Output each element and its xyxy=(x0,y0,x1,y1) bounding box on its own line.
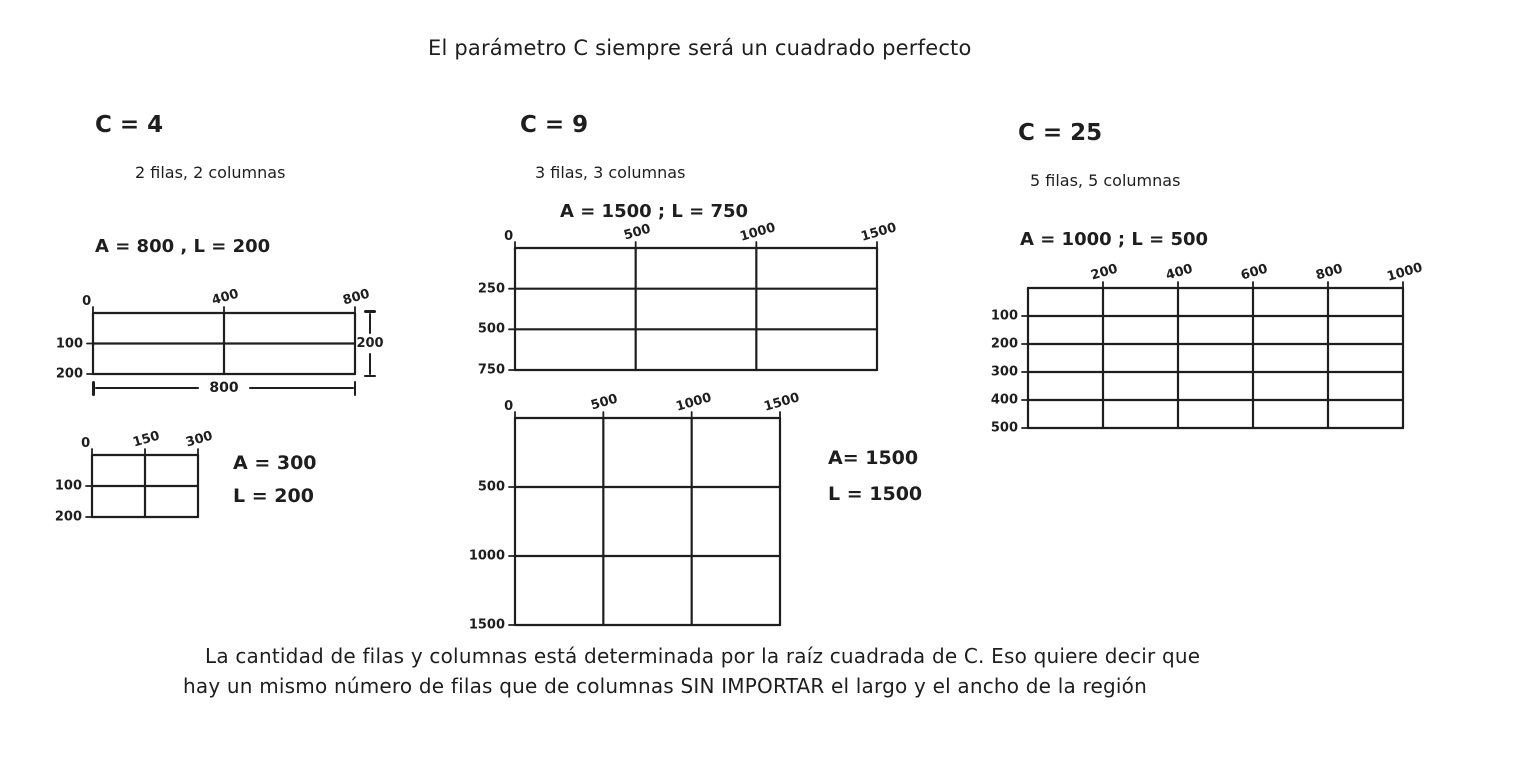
x-axis-tick-label: 0 xyxy=(81,436,91,451)
grid-lines xyxy=(93,313,355,374)
x-axis-tick-label: 300 xyxy=(184,428,215,451)
grid-lines xyxy=(92,455,198,517)
grid-lines xyxy=(515,248,877,370)
x-axis-tick-label: 400 xyxy=(1164,261,1195,284)
x-axis-tick-label: 400 xyxy=(210,286,241,309)
section-c25-label: C = 25 xyxy=(1018,120,1103,146)
x-axis-tick-label: 800 xyxy=(341,286,372,309)
section-c9-params: A = 1500 ; L = 750 xyxy=(560,201,749,222)
y-axis-tick-label: 400 xyxy=(990,392,1018,408)
section-c9-label: C = 9 xyxy=(520,112,589,138)
grid-c25 xyxy=(990,260,1425,436)
annotation-c4-bottom xyxy=(233,447,317,513)
y-axis-tick-label: 100 xyxy=(990,308,1018,324)
x-axis-tick-label: 500 xyxy=(589,391,620,414)
x-axis-tick-label: 0 xyxy=(504,399,514,414)
grid-c4-bottom xyxy=(54,428,215,525)
x-axis-tick-label: 150 xyxy=(131,428,162,451)
section-c4-label: C = 4 xyxy=(95,112,164,138)
annotation-c9-bottom xyxy=(828,440,922,512)
x-axis-tick-label: 0 xyxy=(504,229,514,244)
y-axis-tick-label: 200 xyxy=(55,366,83,382)
dimension-line-right xyxy=(249,387,354,390)
grid-c4-top xyxy=(55,286,372,382)
width-dimension-c4 xyxy=(92,380,356,396)
x-axis-tick-label: 200 xyxy=(1089,261,1120,284)
y-axis-tick-label: 200 xyxy=(990,336,1018,352)
y-axis-tick-label: 100 xyxy=(55,336,83,351)
y-axis-tick-label: 500 xyxy=(477,321,505,337)
section-c9-dims: 3 filas, 3 columnas xyxy=(535,163,686,182)
footer-line1: La cantidad de filas y columnas está determinada por la raíz cuadrada de C. Eso quiere decir que xyxy=(205,644,1201,668)
section-c25-dims: 5 filas, 5 columnas xyxy=(1030,171,1181,190)
x-axis-tick-label: 1000 xyxy=(674,390,713,415)
y-axis-tick-label: 1500 xyxy=(468,617,505,633)
dimension-cap-bottom xyxy=(364,375,376,378)
x-axis-tick-label: 1000 xyxy=(1385,260,1425,285)
x-axis-tick-label: 800 xyxy=(1314,261,1345,284)
y-axis-tick-label: 1000 xyxy=(468,548,505,564)
annotation-c4-line1: A = 300 xyxy=(233,452,317,474)
width-dimension-label: 800 xyxy=(209,380,239,396)
dimension-line-left xyxy=(95,387,200,390)
page-title: El parámetro C siempre será un cuadrado perfecto xyxy=(428,36,972,60)
grid-c9-bottom xyxy=(468,390,802,633)
x-axis-tick-label: 500 xyxy=(621,221,653,244)
grid-c9-top xyxy=(477,220,899,378)
annotation-c9-line2: L = 1500 xyxy=(828,483,923,505)
x-axis-tick-label: 1500 xyxy=(762,390,802,415)
x-axis-tick-label: 600 xyxy=(1239,261,1270,284)
y-axis-tick-label: 500 xyxy=(477,479,505,495)
height-dimension-label: 200 xyxy=(356,336,384,351)
x-axis-tick-label: 1000 xyxy=(738,220,778,245)
section-c25-params: A = 1000 ; L = 500 xyxy=(1020,229,1209,250)
annotation-c4-line2: L = 200 xyxy=(233,485,314,507)
grid-lines xyxy=(1028,288,1403,428)
dimension-line-top xyxy=(369,313,372,335)
height-dimension-c4 xyxy=(356,310,384,377)
x-axis-tick-label: 1500 xyxy=(859,220,899,245)
y-axis-tick-label: 250 xyxy=(477,281,505,297)
annotation-c9-line1: A= 1500 xyxy=(828,447,919,469)
dimension-tick-right xyxy=(354,381,357,396)
grid-lines xyxy=(515,418,780,625)
y-axis-tick-label: 200 xyxy=(54,509,82,525)
footer-line2: hay un mismo número de filas que de columnas SIN IMPORTAR el largo y el ancho de la región xyxy=(183,674,1147,698)
y-axis-tick-label: 300 xyxy=(990,364,1018,380)
section-c4-params: A = 800 , L = 200 xyxy=(95,236,271,257)
y-axis-tick-label: 500 xyxy=(990,420,1018,436)
dimension-line-bottom xyxy=(369,353,372,375)
y-axis-tick-label: 750 xyxy=(477,362,505,378)
section-c4-dims: 2 filas, 2 columnas xyxy=(135,163,286,182)
y-axis-tick-label: 100 xyxy=(54,478,82,494)
x-axis-tick-label: 0 xyxy=(82,294,92,309)
